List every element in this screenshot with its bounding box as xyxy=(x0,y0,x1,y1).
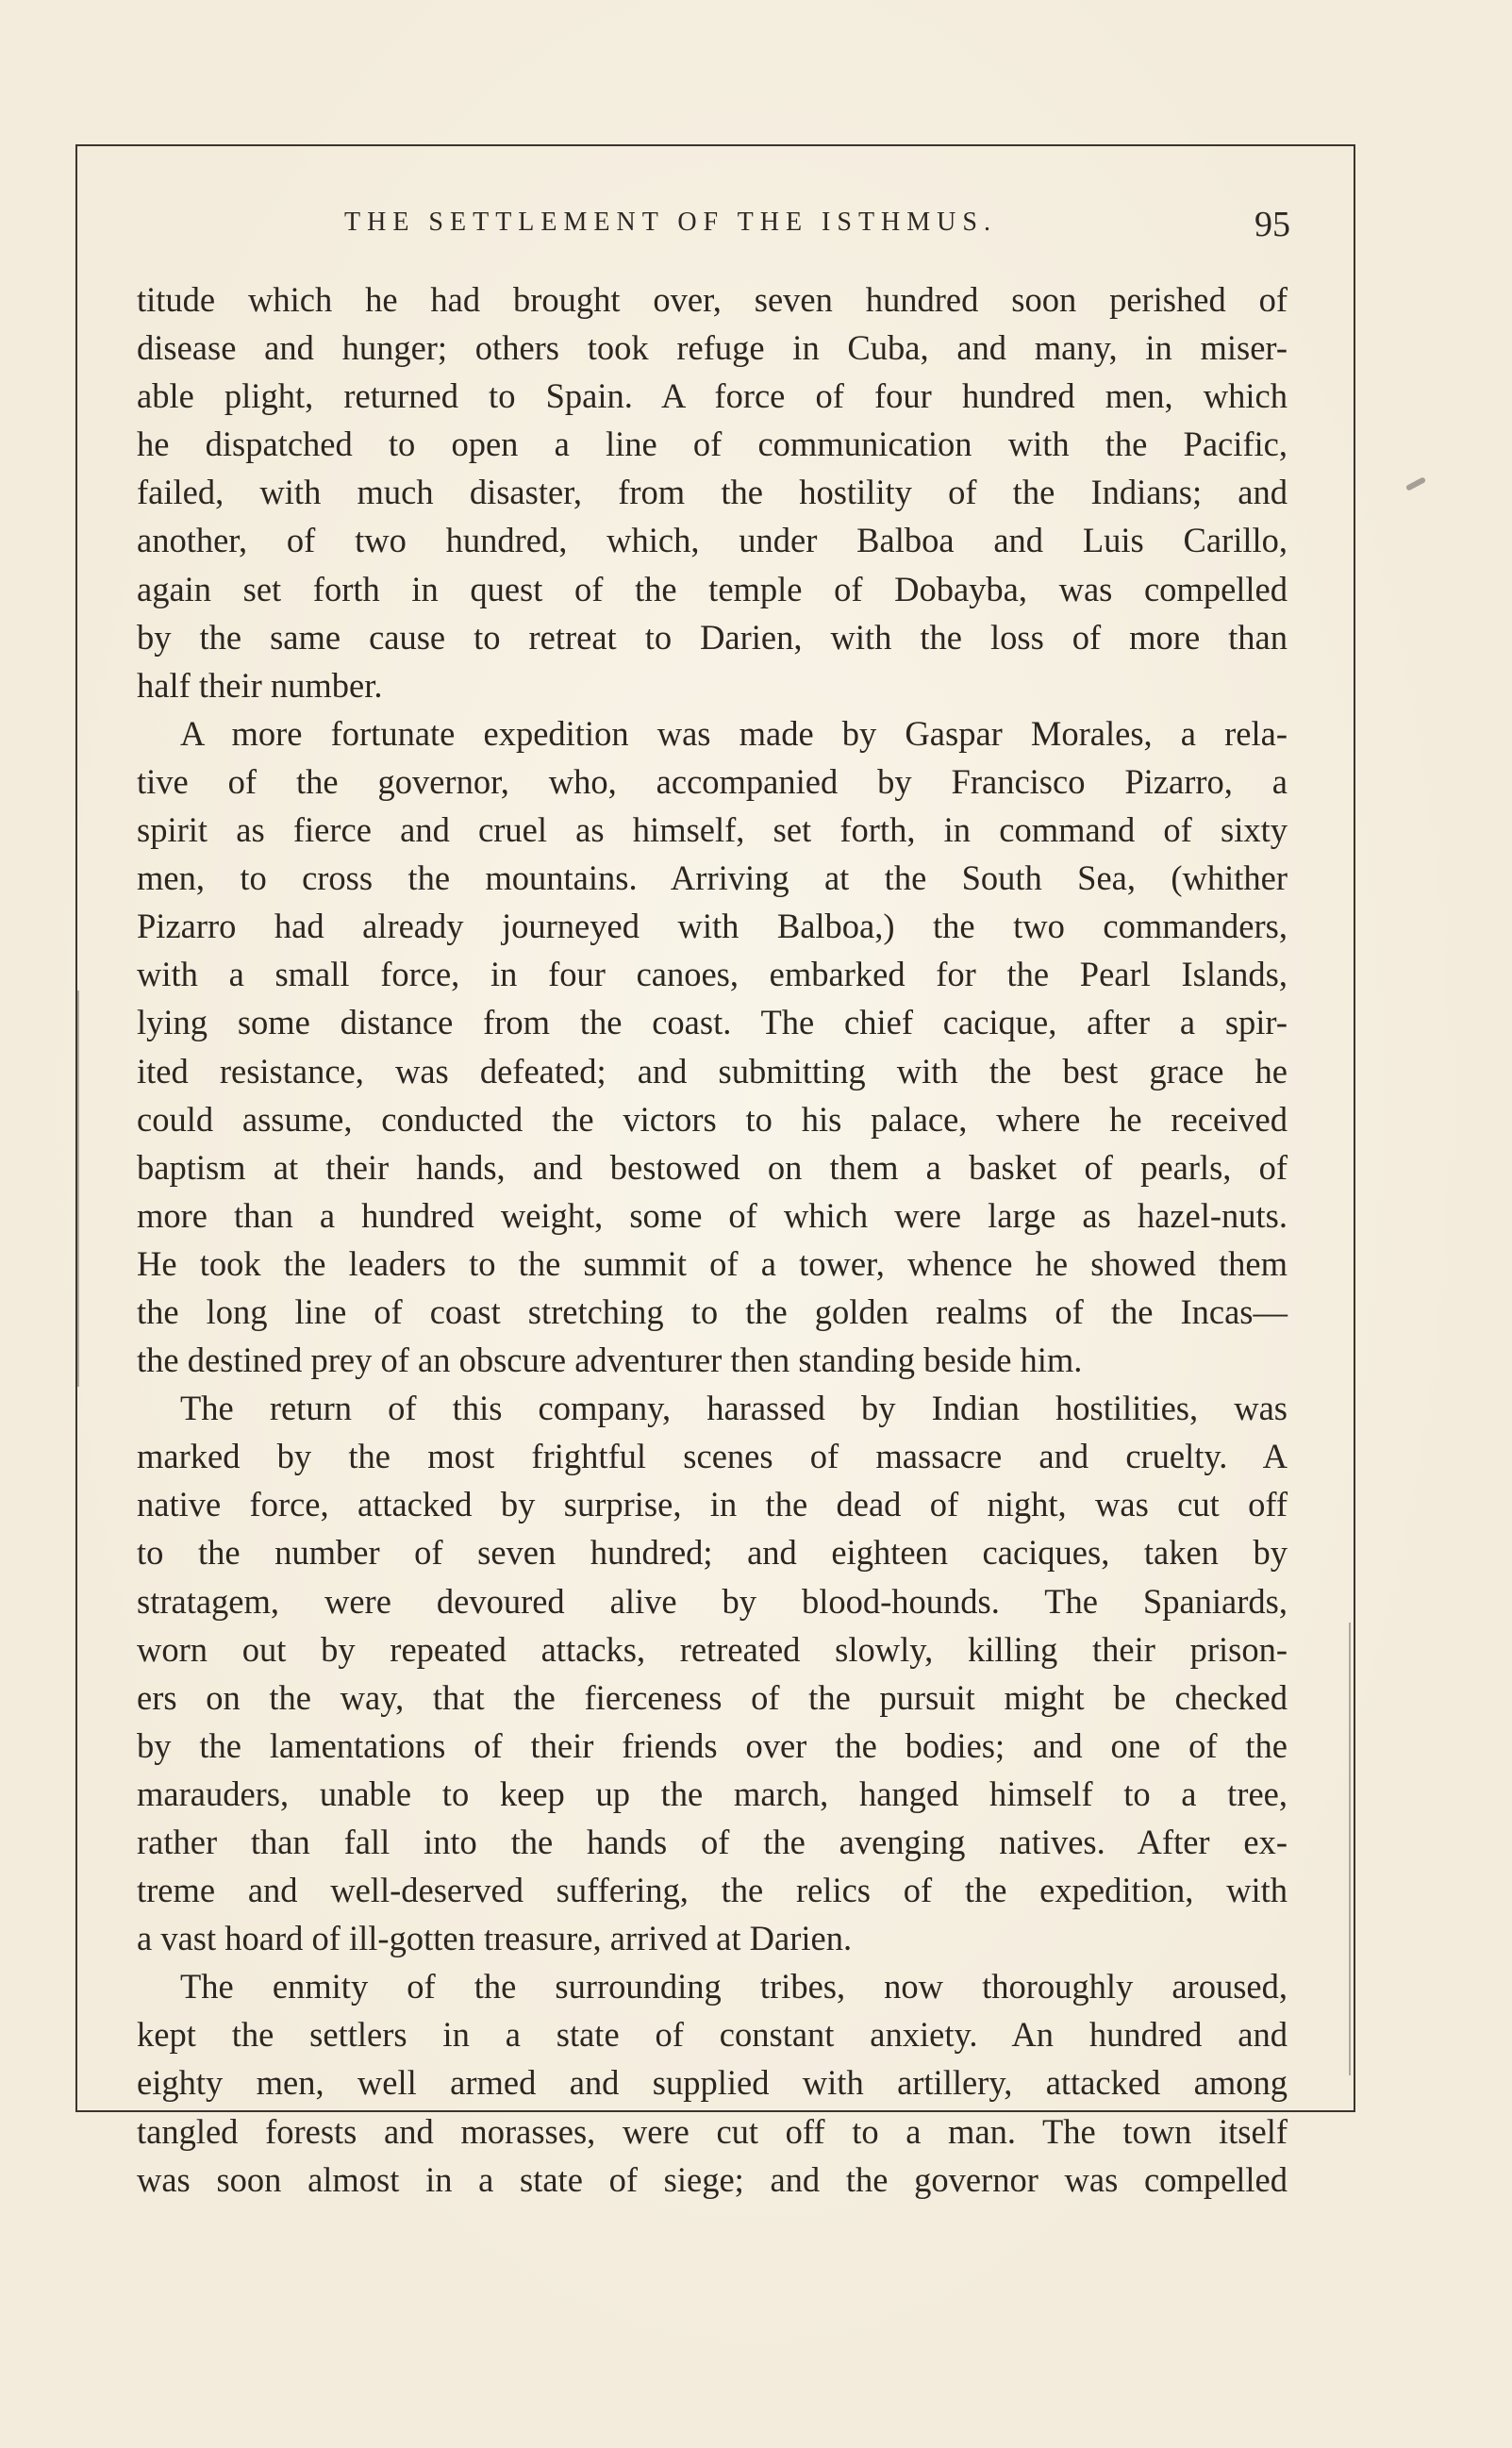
text-line: the destined prey of an obscure adventurer then standing beside him. xyxy=(137,1341,1083,1380)
text-line: marauders, unable to keep up the march, hanged himself to a tree, xyxy=(137,1774,1288,1813)
text-line: lying some distance from the coast. The chief cacique, after a spir- xyxy=(137,1003,1288,1042)
text-line: was soon almost in a state of siege; and the governor was compelled xyxy=(137,2159,1288,2199)
text-line: marked by the most frightful scenes of massacre and cruelty. A xyxy=(137,1437,1288,1476)
text-line: more than a hundred weight, some of which were large as hazel-nuts. xyxy=(137,1195,1288,1235)
body-text xyxy=(137,275,1288,2204)
text-line: titude which he had brought over, seven hundred soon perished of xyxy=(137,280,1288,319)
text-line: eighty men, well armed and supplied with artillery, attacked among xyxy=(137,2063,1288,2103)
text-line: the long line of coast stretching to the golden realms of the Incas— xyxy=(137,1291,1288,1331)
text-line: by the lamentations of their friends over the bodies; and one of the xyxy=(137,1725,1288,1765)
text-line: able plight, returned to Spain. A force of four hundred men, which xyxy=(137,376,1288,416)
paragraph-start-line: The enmity of the surrounding tribes, now thoroughly aroused, xyxy=(180,1967,1288,2007)
running-head xyxy=(137,200,1290,257)
text-line: by the same cause to retreat to Darien, with the loss of more than xyxy=(137,617,1288,657)
text-line: worn out by repeated attacks, retreated slowly, killing their prison- xyxy=(137,1629,1288,1669)
text-line: stratagem, were devoured alive by blood-hounds. The Spaniards, xyxy=(137,1581,1288,1621)
text-line: Pizarro had already journeyed with Balboa,) the two commanders, xyxy=(137,907,1288,946)
pencil-mark xyxy=(1405,476,1426,491)
text-line: kept the settlers in a state of constant anxiety. An hundred and xyxy=(137,2015,1288,2055)
text-line: ers on the way, that the fierceness of the pursuit might be checked xyxy=(137,1677,1288,1717)
text-line: he dispatched to open a line of communication with the Pacific, xyxy=(137,425,1288,464)
text-line: a vast hoard of ill-gotten treasure, arrived at Darien. xyxy=(137,1919,853,1958)
text-line: half their number. xyxy=(137,665,383,705)
paragraph-start-line: The return of this company, harassed by Indian hostilities, was xyxy=(180,1389,1288,1428)
text-line: treme and well-deserved suffering, the relics of the expedition, with xyxy=(137,1871,1288,1910)
text-line: tangled forests and morasses, were cut off to a man. The town itself xyxy=(137,2111,1288,2151)
page-number: 95 xyxy=(1254,205,1290,244)
text-line: ited resistance, was defeated; and submitting with the best grace he xyxy=(137,1051,1288,1091)
text-line: tive of the governor, who, accompanied by Francisco Pizarro, a xyxy=(137,761,1288,801)
text-line: rather than fall into the hands of the avenging natives. After ex- xyxy=(137,1823,1288,1861)
text-line: to the number of seven hundred; and eighteen caciques, taken by xyxy=(137,1533,1288,1573)
text-line: failed, with much disaster, from the hostility of the Indians; and xyxy=(137,473,1288,512)
text-line: with a small force, in four canoes, embarked for the Pearl Islands, xyxy=(137,955,1288,994)
text-line: native force, attacked by surprise, in the dead of night, was cut off xyxy=(137,1485,1288,1524)
text-line: could assume, conducted the victors to his palace, where he received xyxy=(137,1099,1288,1139)
text-line: men, to cross the mountains. Arriving at the South Sea, (whither xyxy=(137,858,1288,898)
margin-rule-mark xyxy=(77,991,79,1387)
text-line: spirit as fierce and cruel as himself, set forth, in command of sixty xyxy=(137,810,1288,850)
text-line: again set forth in quest of the temple of Dobayba, was compelled xyxy=(137,569,1288,608)
running-title: THE SETTLEMENT OF THE ISTHMUS. xyxy=(344,208,997,237)
text-line: He took the leaders to the summit of a tower, whence he showed them xyxy=(137,1243,1288,1283)
text-line: baptism at their hands, and bestowed on them a basket of pearls, of xyxy=(137,1147,1288,1187)
text-line: another, of two hundred, which, under Balboa and Luis Carillo, xyxy=(137,521,1288,560)
margin-rule-mark xyxy=(1349,1623,1351,2075)
paragraph-start-line: A more fortunate expedition was made by Gaspar Morales, a rela- xyxy=(180,713,1288,753)
text-line: disease and hunger; others took refuge in Cuba, and many, in miser- xyxy=(137,328,1288,368)
